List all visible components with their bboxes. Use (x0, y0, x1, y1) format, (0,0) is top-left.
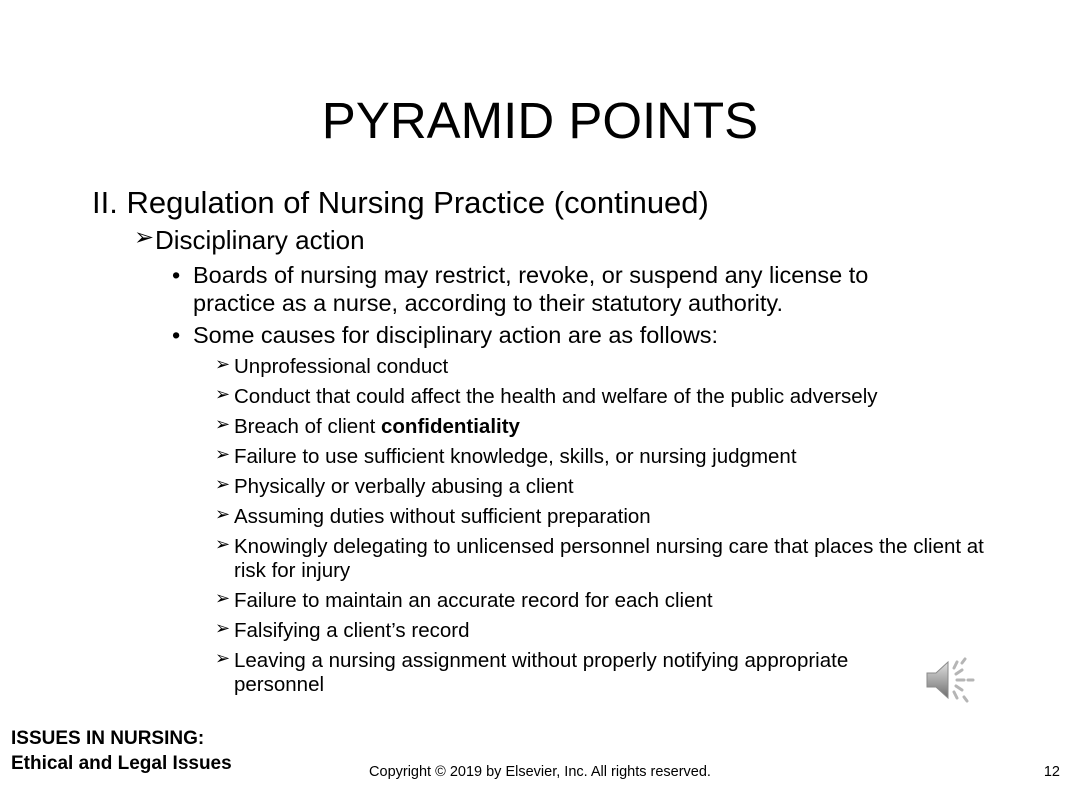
cause-text: Leaving a nursing assignment without properly notifying appropriate personnel (234, 649, 849, 696)
section-heading: II. Regulation of Nursing Practice (continued) (92, 185, 709, 220)
cause-item (215, 649, 935, 697)
bullet-text: Boards of nursing may restrict, revoke, or suspend any license to practice as a nurse, according to their statutory authority. (193, 262, 869, 316)
cause-item (215, 619, 985, 643)
cause-text-plain: Breach of client (234, 415, 381, 438)
cause-text: Physically or verbally abusing a client (234, 475, 574, 498)
slide-title: PYRAMID POINTS (321, 92, 759, 149)
cause-item (215, 475, 985, 499)
cause-item (215, 355, 985, 379)
cause-item (215, 445, 985, 469)
footer-title-line: ISSUES IN NURSING: (11, 728, 205, 749)
cause-text: Conduct that could affect the health and welfare of the public adversely (234, 385, 878, 408)
cause-text: Failure to maintain an accurate record for each client (234, 589, 713, 612)
arrow-bullet-icon: ➢ (215, 414, 231, 434)
cause-text (234, 415, 985, 439)
cause-item (215, 415, 985, 439)
subheading-text: Disciplinary action (155, 225, 365, 255)
arrow-bullet-icon: ➢ (215, 618, 231, 638)
cause-item (215, 505, 985, 529)
arrow-bullet-icon: ➢ (215, 504, 231, 524)
cause-item (215, 589, 985, 613)
arrow-bullet-icon: ➢ (215, 384, 231, 404)
cause-text: Failure to use sufficient knowledge, skills, or nursing judgment (234, 445, 797, 468)
cause-item (215, 385, 985, 409)
bullet-dot-icon: • (172, 262, 181, 288)
bullet-text: Some causes for disciplinary action are as follows: (193, 322, 719, 348)
arrow-bullet-icon: ➢ (215, 588, 231, 608)
arrow-bullet-icon: ➢ (215, 474, 231, 494)
copyright-notice: Copyright © 2019 by Elsevier, Inc. All rights reserved. (369, 764, 711, 780)
cause-text: Knowingly delegating to unlicensed personnel nursing care that places the client at risk for injury (234, 535, 984, 582)
cause-item (215, 535, 985, 583)
speaker-icon[interactable] (924, 655, 976, 705)
arrow-bullet-icon: ➢ (134, 224, 155, 251)
arrow-bullet-icon: ➢ (215, 444, 231, 464)
subheading-item (134, 224, 365, 256)
bullet-item (172, 321, 942, 349)
cause-text: Assuming duties without sufficient preparation (234, 505, 651, 528)
arrow-bullet-icon: ➢ (215, 534, 231, 554)
cause-text: Unprofessional conduct (234, 355, 449, 378)
arrow-bullet-icon: ➢ (215, 648, 231, 668)
footer-subtitle-line: Ethical and Legal Issues (11, 753, 232, 774)
bullet-dot-icon: • (172, 322, 181, 348)
cause-text-bold: confidentiality (381, 415, 520, 438)
page-number: 12 (1043, 764, 1060, 780)
cause-text: Falsifying a client’s record (234, 619, 470, 642)
arrow-bullet-icon: ➢ (215, 354, 231, 374)
bullet-item (172, 261, 942, 317)
